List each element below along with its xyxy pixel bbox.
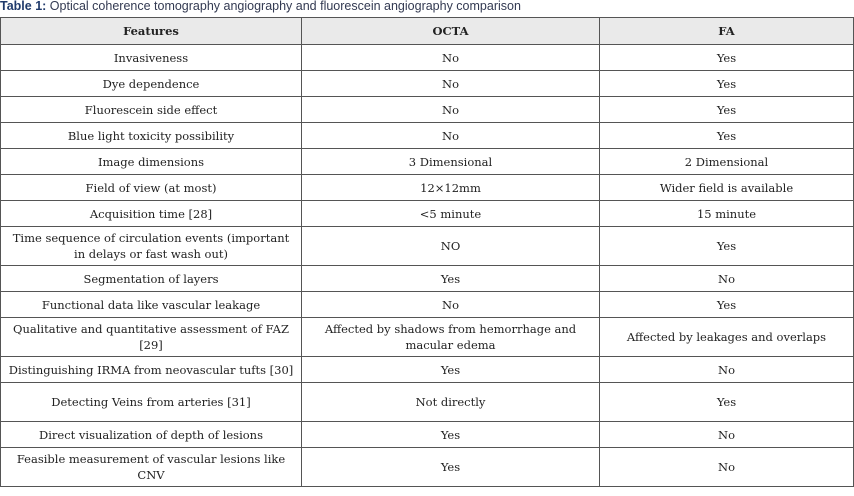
- octa-cell: No: [302, 45, 600, 71]
- feature-cell: Segmentation of layers: [1, 266, 302, 292]
- octa-cell: Yes: [302, 266, 600, 292]
- fa-cell: Yes: [600, 383, 854, 422]
- header-fa: FA: [600, 18, 854, 45]
- table-row: [1, 149, 854, 175]
- octa-cell: Yes: [302, 357, 600, 383]
- fa-cell: 15 minute: [600, 201, 854, 227]
- table-row: [1, 292, 854, 318]
- octa-cell: No: [302, 71, 600, 97]
- octa-cell: Yes: [302, 448, 600, 487]
- table-caption-label: Table 1:: [0, 0, 47, 13]
- comparison-table: [0, 17, 854, 487]
- fa-cell: Yes: [600, 97, 854, 123]
- octa-cell: 12×12mm: [302, 175, 600, 201]
- fa-cell: No: [600, 448, 854, 487]
- table-row: [1, 318, 854, 357]
- table-row: [1, 175, 854, 201]
- table-row: [1, 448, 854, 487]
- fa-cell: Yes: [600, 292, 854, 318]
- table-row: [1, 45, 854, 71]
- table-row: [1, 422, 854, 448]
- fa-cell: 2 Dimensional: [600, 149, 854, 175]
- octa-cell: No: [302, 292, 600, 318]
- table-header: [1, 18, 854, 45]
- feature-cell: Invasiveness: [1, 45, 302, 71]
- feature-cell: Image dimensions: [1, 149, 302, 175]
- fa-cell: No: [600, 422, 854, 448]
- table-row: [1, 123, 854, 149]
- feature-cell: Dye dependence: [1, 71, 302, 97]
- feature-cell: Distinguishing IRMA from neovascular tufts [30]: [1, 357, 302, 383]
- octa-cell: <5 minute: [302, 201, 600, 227]
- header-row: [1, 18, 854, 45]
- fa-cell: Yes: [600, 71, 854, 97]
- feature-cell: Qualitative and quantitative assessment of FAZ [29]: [1, 318, 302, 357]
- octa-cell: NO: [302, 227, 600, 266]
- octa-cell: No: [302, 97, 600, 123]
- fa-cell: Yes: [600, 45, 854, 71]
- header-octa: OCTA: [302, 18, 600, 45]
- feature-cell: Field of view (at most): [1, 175, 302, 201]
- feature-cell: Detecting Veins from arteries [31]: [1, 383, 302, 422]
- fa-cell: No: [600, 357, 854, 383]
- table-row: [1, 71, 854, 97]
- fa-cell: Yes: [600, 123, 854, 149]
- feature-cell: Time sequence of circulation events (important in delays or fast wash out): [1, 227, 302, 266]
- fa-cell: Affected by leakages and overlaps: [600, 318, 854, 357]
- table-row: [1, 266, 854, 292]
- table-caption-text: Optical coherence tomography angiography and fluorescein angiography comparison: [49, 0, 521, 13]
- fa-cell: No: [600, 266, 854, 292]
- table-caption: [0, 0, 521, 15]
- feature-cell: Feasible measurement of vascular lesions like CNV: [1, 448, 302, 487]
- table-row: [1, 227, 854, 266]
- octa-cell: Affected by shadows from hemorrhage and macular edema: [302, 318, 600, 357]
- octa-cell: Not directly: [302, 383, 600, 422]
- feature-cell: Fluorescein side effect: [1, 97, 302, 123]
- feature-cell: Blue light toxicity possibility: [1, 123, 302, 149]
- table-row: [1, 201, 854, 227]
- table-row: [1, 383, 854, 422]
- octa-cell: No: [302, 123, 600, 149]
- fa-cell: Wider field is available: [600, 175, 854, 201]
- header-features: Features: [1, 18, 302, 45]
- feature-cell: Acquisition time [28]: [1, 201, 302, 227]
- table-row: [1, 97, 854, 123]
- fa-cell: Yes: [600, 227, 854, 266]
- octa-cell: 3 Dimensional: [302, 149, 600, 175]
- feature-cell: Functional data like vascular leakage: [1, 292, 302, 318]
- table-row: [1, 357, 854, 383]
- feature-cell: Direct visualization of depth of lesions: [1, 422, 302, 448]
- octa-cell: Yes: [302, 422, 600, 448]
- table-body: [1, 45, 854, 487]
